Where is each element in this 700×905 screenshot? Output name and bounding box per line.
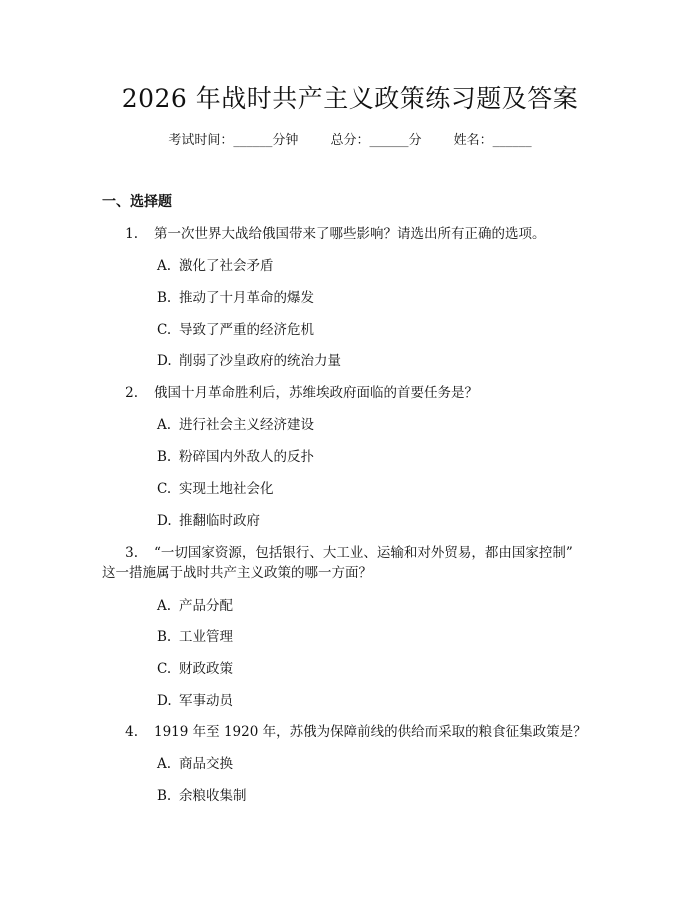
option-text: 激化了社会矛盾	[179, 258, 274, 274]
option-2a	[157, 415, 314, 435]
question-2	[102, 383, 602, 403]
option-letter: B.	[157, 449, 172, 465]
option-letter: B.	[157, 629, 172, 645]
exam-name: 姓名：______	[453, 133, 532, 148]
question-4	[102, 722, 602, 742]
question-number: 2.	[125, 385, 138, 401]
option-1b	[157, 288, 314, 308]
question-1	[102, 224, 602, 244]
option-text: 粉碎国内外敌人的反扑	[179, 449, 314, 465]
option-1d	[157, 351, 341, 371]
exam-time: 考试时间：______分钟	[168, 133, 299, 148]
question-text: 1919 年至 1920 年，苏俄为保障前线的供给而采取的粮食征集政策是？	[154, 724, 587, 740]
question-text-line1: “一切国家资源，包括银行、大工业、运输和对外贸易，都由国家控制”	[154, 545, 573, 561]
option-text: 削弱了沙皇政府的统治力量	[179, 353, 341, 369]
question-3-continued	[102, 563, 602, 583]
option-text: 进行社会主义经济建设	[179, 417, 314, 433]
option-letter: C.	[157, 661, 172, 677]
option-letter: C.	[157, 481, 172, 497]
option-1c	[157, 320, 314, 340]
question-number: 3.	[125, 545, 138, 561]
option-3d	[157, 691, 233, 711]
option-letter: A.	[157, 756, 172, 772]
option-3c	[157, 659, 233, 679]
option-text: 余粮收集制	[179, 788, 247, 804]
option-text: 导致了严重的经济危机	[179, 322, 314, 338]
option-1a	[157, 256, 274, 276]
option-letter: A.	[157, 417, 172, 433]
option-text: 实现土地社会化	[179, 481, 274, 497]
question-number: 4.	[125, 724, 138, 740]
option-text: 产品分配	[179, 598, 233, 614]
question-text-line2: 这一措施属于战时共产主义政策的哪一方面？	[102, 565, 372, 581]
option-letter: D.	[157, 513, 172, 529]
question-3	[102, 543, 602, 563]
option-text: 军事动员	[179, 693, 233, 709]
option-letter: D.	[157, 353, 172, 369]
exam-meta	[0, 131, 700, 151]
option-letter: D.	[157, 693, 172, 709]
option-letter: A.	[157, 258, 172, 274]
option-2c	[157, 479, 274, 499]
option-4b	[157, 786, 247, 806]
option-2b	[157, 447, 314, 467]
section-heading: 一、选择题	[102, 194, 172, 210]
question-number: 1.	[125, 226, 138, 242]
option-text: 推动了十月革命的爆发	[179, 290, 314, 306]
option-text: 工业管理	[179, 629, 233, 645]
question-text: 第一次世界大战给俄国带来了哪些影响？请选出所有正确的选项。	[154, 226, 546, 242]
option-4a	[157, 754, 233, 774]
option-2d	[157, 511, 260, 531]
option-text: 推翻临时政府	[179, 513, 260, 529]
option-text: 财政政策	[179, 661, 233, 677]
exam-score: 总分：______分	[330, 133, 422, 148]
option-letter: B.	[157, 788, 172, 804]
page-title: 2026 年战时共产主义政策练习题及答案	[121, 84, 579, 113]
option-3a	[157, 596, 233, 616]
option-3b	[157, 627, 233, 647]
question-text: 俄国十月革命胜利后，苏维埃政府面临的首要任务是？	[154, 385, 478, 401]
option-letter: B.	[157, 290, 172, 306]
option-text: 商品交换	[179, 756, 233, 772]
option-letter: C.	[157, 322, 172, 338]
option-letter: A.	[157, 598, 172, 614]
